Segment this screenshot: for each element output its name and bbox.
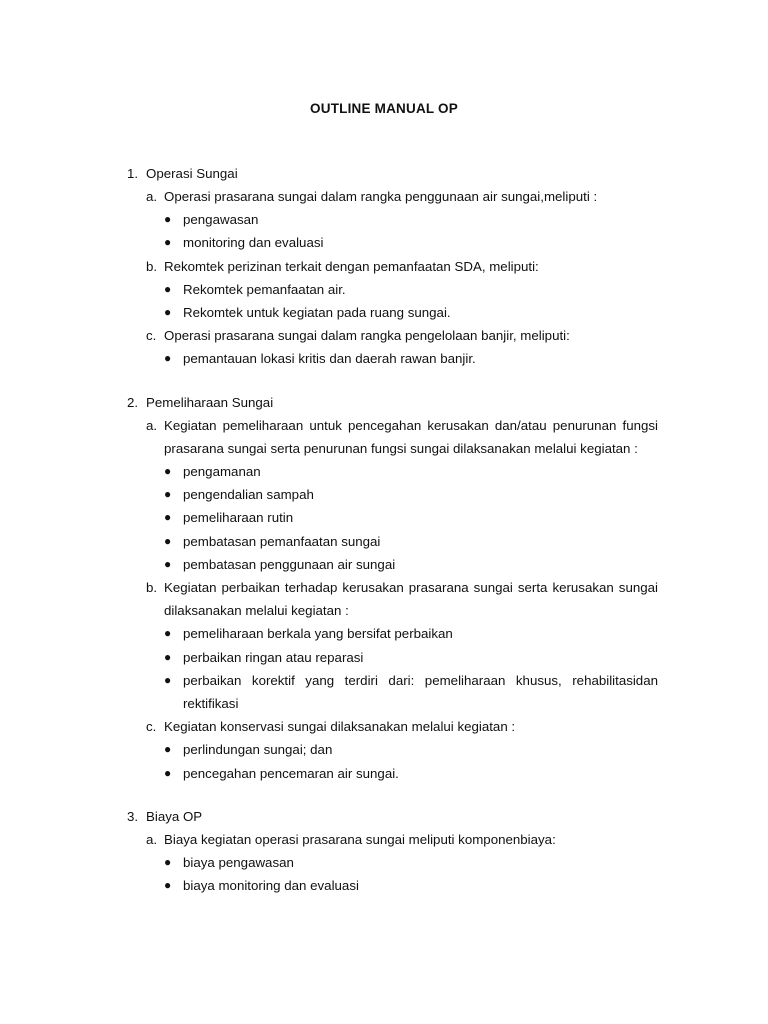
bullet-item: [127, 301, 658, 324]
sub-item: [127, 324, 658, 347]
bullet-item: [127, 483, 658, 506]
bullet-text: pemantauan lokasi kritis dan daerah rawan banjir.: [183, 351, 476, 367]
bullet-item: [127, 347, 658, 370]
bullet-item: [127, 762, 658, 785]
bullet-item: [127, 669, 658, 715]
bullet-text: pembatasan pemanfaatan sungai: [183, 533, 381, 549]
bullet-list: [127, 347, 658, 370]
sub-item-text: Kegiatan perbaikan terhadap kerusakan prasarana sungai serta kerusakan sungai dilaksanakan melalui kegiatan :: [164, 580, 658, 619]
bullet-list: [127, 622, 658, 715]
sub-item-text: Operasi prasarana sungai dalam rangka penggunaan air sungai,meliputi :: [164, 189, 598, 204]
bullet-text: Rekomtek pemanfaatan air.: [183, 281, 346, 297]
sub-item-text: Kegiatan pemeliharaan untuk pencegahan kerusakan dan/atau penurunan fungsi prasarana sungai serta penurunan fungsi sungai dilaksanakan melalui kegiatan :: [164, 417, 658, 456]
bullet-item: [127, 738, 658, 761]
section-heading-text: Pemeliharaan Sungai: [146, 394, 274, 410]
bullet-item: [127, 851, 658, 874]
bullet-list: [127, 851, 658, 897]
bullet-icon: ●: [164, 765, 172, 780]
sub-item: [127, 255, 658, 278]
bullet-icon: ●: [164, 464, 172, 479]
bullet-item: [127, 208, 658, 231]
bullet-icon: ●: [164, 351, 172, 366]
section-heading-text: Biaya OP: [146, 808, 203, 824]
bullet-item: [127, 231, 658, 254]
bullet-text: perbaikan korektif yang terdiri dari: pemeliharaan khusus, rehabilitasidan rektifikasi: [183, 672, 658, 712]
sub-item-letter: c.: [146, 719, 157, 735]
bullet-item: [127, 874, 658, 897]
bullet-icon: ●: [164, 649, 172, 664]
document-title: OUTLINE MANUAL OP: [310, 101, 458, 116]
bullet-item: [127, 553, 658, 576]
sub-item-text: Biaya kegiatan operasi prasarana sungai meliputi komponenbiaya:: [164, 831, 556, 847]
bullet-item: [127, 460, 658, 483]
bullet-item: [127, 646, 658, 669]
section-heading: [127, 391, 658, 414]
sub-item: [127, 828, 658, 851]
bullet-icon: ●: [164, 487, 172, 502]
sub-item-letter: b.: [146, 580, 158, 596]
bullet-text: biaya pengawasan: [183, 855, 294, 871]
bullet-icon: ●: [164, 212, 172, 227]
sub-item-text: Rekomtek perizinan terkait dengan pemanfaatan SDA, meliputi:: [164, 258, 539, 274]
bullet-text: perbaikan ringan atau reparasi: [183, 649, 364, 665]
sub-item: [127, 414, 658, 460]
section-number: 3.: [127, 808, 139, 824]
sub-item-letter: a.: [146, 831, 158, 847]
sub-item: [127, 576, 658, 622]
bullet-text: perlindungan sungai; dan: [183, 742, 333, 758]
bullet-icon: ●: [164, 235, 172, 250]
section-heading-text: Operasi Sungai: [146, 166, 238, 181]
bullet-icon: ●: [164, 533, 172, 548]
bullet-text: monitoring dan evaluasi: [183, 235, 324, 251]
section-biaya-op: [127, 805, 658, 898]
section-number: 2.: [127, 394, 139, 410]
sub-item-letter: b.: [146, 258, 158, 274]
bullet-item: [127, 530, 658, 553]
bullet-text: pencegahan pencemaran air sungai.: [183, 765, 399, 781]
sub-item-letter: a.: [146, 417, 158, 433]
bullet-text: pengendalian sampah: [183, 487, 314, 503]
section-operasi-sungai: [127, 162, 658, 371]
bullet-icon: ●: [164, 742, 172, 757]
bullet-item: [127, 622, 658, 645]
outline-content: [127, 162, 658, 917]
bullet-list: [127, 460, 658, 576]
sub-item-text: Operasi prasarana sungai dalam rangka pengelolaan banjir, meliputi:: [164, 328, 570, 344]
sub-item-letter: c.: [146, 328, 157, 344]
bullet-list: [127, 208, 658, 254]
bullet-icon: ●: [164, 878, 172, 893]
bullet-list: [127, 738, 658, 784]
sub-item: [127, 185, 658, 208]
bullet-item: [127, 506, 658, 529]
section-heading: [127, 805, 658, 828]
bullet-item: [127, 278, 658, 301]
bullet-text: biaya monitoring dan evaluasi: [183, 878, 359, 894]
bullet-text: pembatasan penggunaan air sungai: [183, 556, 396, 572]
sub-item-letter: a.: [146, 189, 158, 204]
section-pemeliharaan-sungai: [127, 391, 658, 785]
bullet-text: Rekomtek untuk kegiatan pada ruang sungai.: [183, 305, 451, 321]
bullet-icon: ●: [164, 305, 172, 320]
sub-item: [127, 715, 658, 738]
bullet-icon: ●: [164, 855, 172, 870]
bullet-icon: ●: [164, 510, 172, 525]
bullet-icon: ●: [164, 281, 172, 296]
bullet-icon: ●: [164, 672, 172, 687]
bullet-text: pengawasan: [183, 212, 259, 228]
sub-item-text: Kegiatan konservasi sungai dilaksanakan melalui kegiatan :: [164, 719, 516, 735]
bullet-text: pengamanan: [183, 464, 261, 480]
bullet-text: pemeliharaan berkala yang bersifat perbaikan: [183, 626, 453, 642]
bullet-list: [127, 278, 658, 324]
bullet-icon: ●: [164, 556, 172, 571]
section-number: 1.: [127, 166, 139, 181]
section-heading: [127, 162, 658, 185]
bullet-text: pemeliharaan rutin: [183, 510, 294, 526]
bullet-icon: ●: [164, 626, 172, 641]
